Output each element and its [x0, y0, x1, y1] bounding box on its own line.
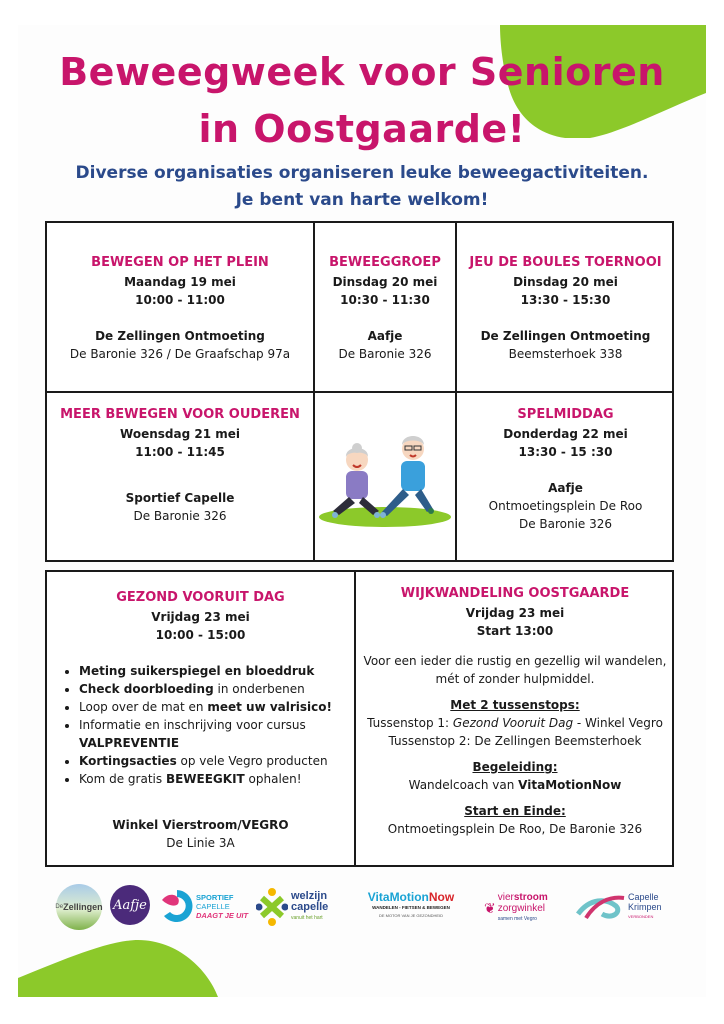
- vierstroom-leaf-icon: ❦: [484, 899, 496, 916]
- logo-aafje: Aafje: [110, 885, 150, 925]
- event-date: Vrijdag 23 mei: [465, 606, 565, 620]
- bullet-item: • Meting suikerspiegel en bloeddruk: [79, 662, 354, 680]
- event-organizer: Winkel Vierstroom/VEGRO: [112, 818, 289, 832]
- event-organizer: Aafje: [367, 329, 403, 343]
- event-spelmiddag: [457, 405, 674, 533]
- bullet-item: • Kom de gratis BEWEEGKIT ophalen!: [79, 770, 354, 788]
- event-title: MEER BEWEGEN VOOR OUDEREN: [60, 407, 300, 422]
- event-beweeggroep: [315, 253, 455, 363]
- event-time: Start 13:00: [476, 624, 554, 638]
- logo-sportief-capelle: SPORTIEF CAPELLE DAAGT JE UIT: [160, 882, 252, 930]
- stops-heading: Met 2 tussenstops:: [450, 698, 580, 712]
- event-time: 10:00 - 11:00: [135, 293, 225, 307]
- event-meer-bewegen-voor-ouderen: [47, 405, 313, 525]
- start-end-location: Ontmoetingsplein De Roo, De Baronie 326: [387, 822, 643, 836]
- event-address: Ontmoetingsplein De Roo: [488, 499, 643, 513]
- event-date: Woensdag 21 mei: [120, 427, 240, 441]
- event-bullet-list: [47, 662, 354, 788]
- event-title: BEWEEGGROEP: [329, 255, 441, 270]
- guide-heading: Begeleiding:: [472, 760, 558, 774]
- sportief-capelle-icon: [160, 888, 194, 924]
- event-intro: Voor een ieder die rustig en gezellig wil wandelen,: [363, 654, 667, 668]
- event-address: De Baronie 326: [133, 509, 227, 523]
- event-address: De Baronie 326 / De Graafschap 97a: [69, 347, 291, 361]
- event-organizer: Aafje: [548, 481, 583, 495]
- schedule-grid-top: [45, 221, 674, 562]
- event-jeu-de-boules: [457, 253, 674, 363]
- partner-logos: [18, 878, 706, 938]
- bullet-item: • Loop over de mat en meet uw valrisico!: [79, 698, 354, 716]
- event-date: Donderdag 22 mei: [503, 427, 628, 441]
- logo-welzijn-capelle: welzijn capelle vanuit het hart: [256, 882, 340, 932]
- event-gezond-vooruit-dag: [47, 588, 354, 852]
- schedule-grid-bottom: [45, 570, 674, 867]
- bullet-item: • Kortingsacties op vele Vegro producten: [79, 752, 354, 770]
- seniors-exercising-illustration: [315, 393, 455, 562]
- event-organizer: De Zellingen Ontmoeting: [95, 329, 265, 343]
- event-address: De Baronie 326: [338, 347, 432, 361]
- event-date: Vrijdag 23 mei: [151, 610, 250, 624]
- event-intro: mét of zonder hulpmiddel.: [435, 672, 595, 686]
- event-title: BEWEGEN OP HET PLEIN: [91, 255, 269, 270]
- event-title: JEU DE BOULES TOERNOOI: [469, 255, 662, 270]
- bullet-item: • Informatie en inschrijving voor cursus VALPREVENTIE: [79, 716, 354, 752]
- subtitle-line2: Je bent van harte welkom!: [235, 190, 489, 210]
- guide-text: Wandelcoach van VitaMotionNow: [408, 778, 622, 792]
- bullet-item: • Check doorbloeding in onderbenen: [79, 680, 354, 698]
- stop-2: Tussenstop 2: De Zellingen Beemsterhoek: [388, 734, 642, 748]
- logo-zellingen: De Zellingen: [56, 884, 102, 930]
- event-address: De Linie 3A: [166, 836, 235, 850]
- event-title: GEZOND VOORUIT DAG: [116, 590, 285, 605]
- event-time: 10:30 - 11:30: [340, 293, 430, 307]
- page-title-line1: Beweegweek voor Senioren: [59, 50, 665, 94]
- start-end-heading: Start en Einde:: [464, 804, 566, 818]
- flyer: [18, 25, 706, 997]
- page-title-line2: in Oostgaarde!: [198, 107, 526, 151]
- event-date: Maandag 19 mei: [124, 275, 236, 289]
- event-organizer: De Zellingen Ontmoeting: [480, 329, 651, 343]
- event-address: Beemsterhoek 338: [508, 347, 623, 361]
- event-time: 11:00 - 11:45: [135, 445, 225, 459]
- event-time: 13:30 - 15 :30: [518, 445, 613, 459]
- event-time: 13:30 - 15:30: [520, 293, 611, 307]
- logo-vitamotionnow: VitaMotionNow WANDELEN - FIETSEN & BEWEGEN DE MOTOR VAN JE GEZONDHEID: [367, 889, 455, 918]
- event-address: De Baronie 326: [518, 517, 613, 531]
- event-date: Dinsdag 20 mei: [332, 275, 438, 289]
- event-date: Dinsdag 20 mei: [513, 275, 618, 289]
- event-time: 10:00 - 15:00: [155, 628, 246, 642]
- welzijn-capelle-icon: [256, 888, 288, 926]
- logo-capelle-krimpen: Capelle Krimpen VERBONDEN: [576, 886, 672, 928]
- event-organizer: Sportief Capelle: [125, 491, 235, 505]
- logo-vierstroom-zorgwinkel: ❦ vierstroom zorgwinkel samen met Vegro: [484, 891, 548, 922]
- subtitle-line1: Diverse organisaties organiseren leuke beweegactiviteiten.: [75, 163, 649, 183]
- seniors-exercising-icon: [315, 393, 455, 562]
- event-wijkwandeling: [356, 584, 674, 838]
- event-title: WIJKWANDELING OOSTGAARDE: [400, 586, 630, 601]
- event-bewegen-op-het-plein: [47, 253, 313, 363]
- green-blob-bottom-decoration: [18, 940, 228, 997]
- event-title: SPELMIDDAG: [517, 407, 614, 422]
- stop-1: Tussenstop 1: Gezond Vooruit Dag - Winkel Vegro: [367, 716, 663, 730]
- capelle-krimpen-knot-icon: [576, 892, 626, 922]
